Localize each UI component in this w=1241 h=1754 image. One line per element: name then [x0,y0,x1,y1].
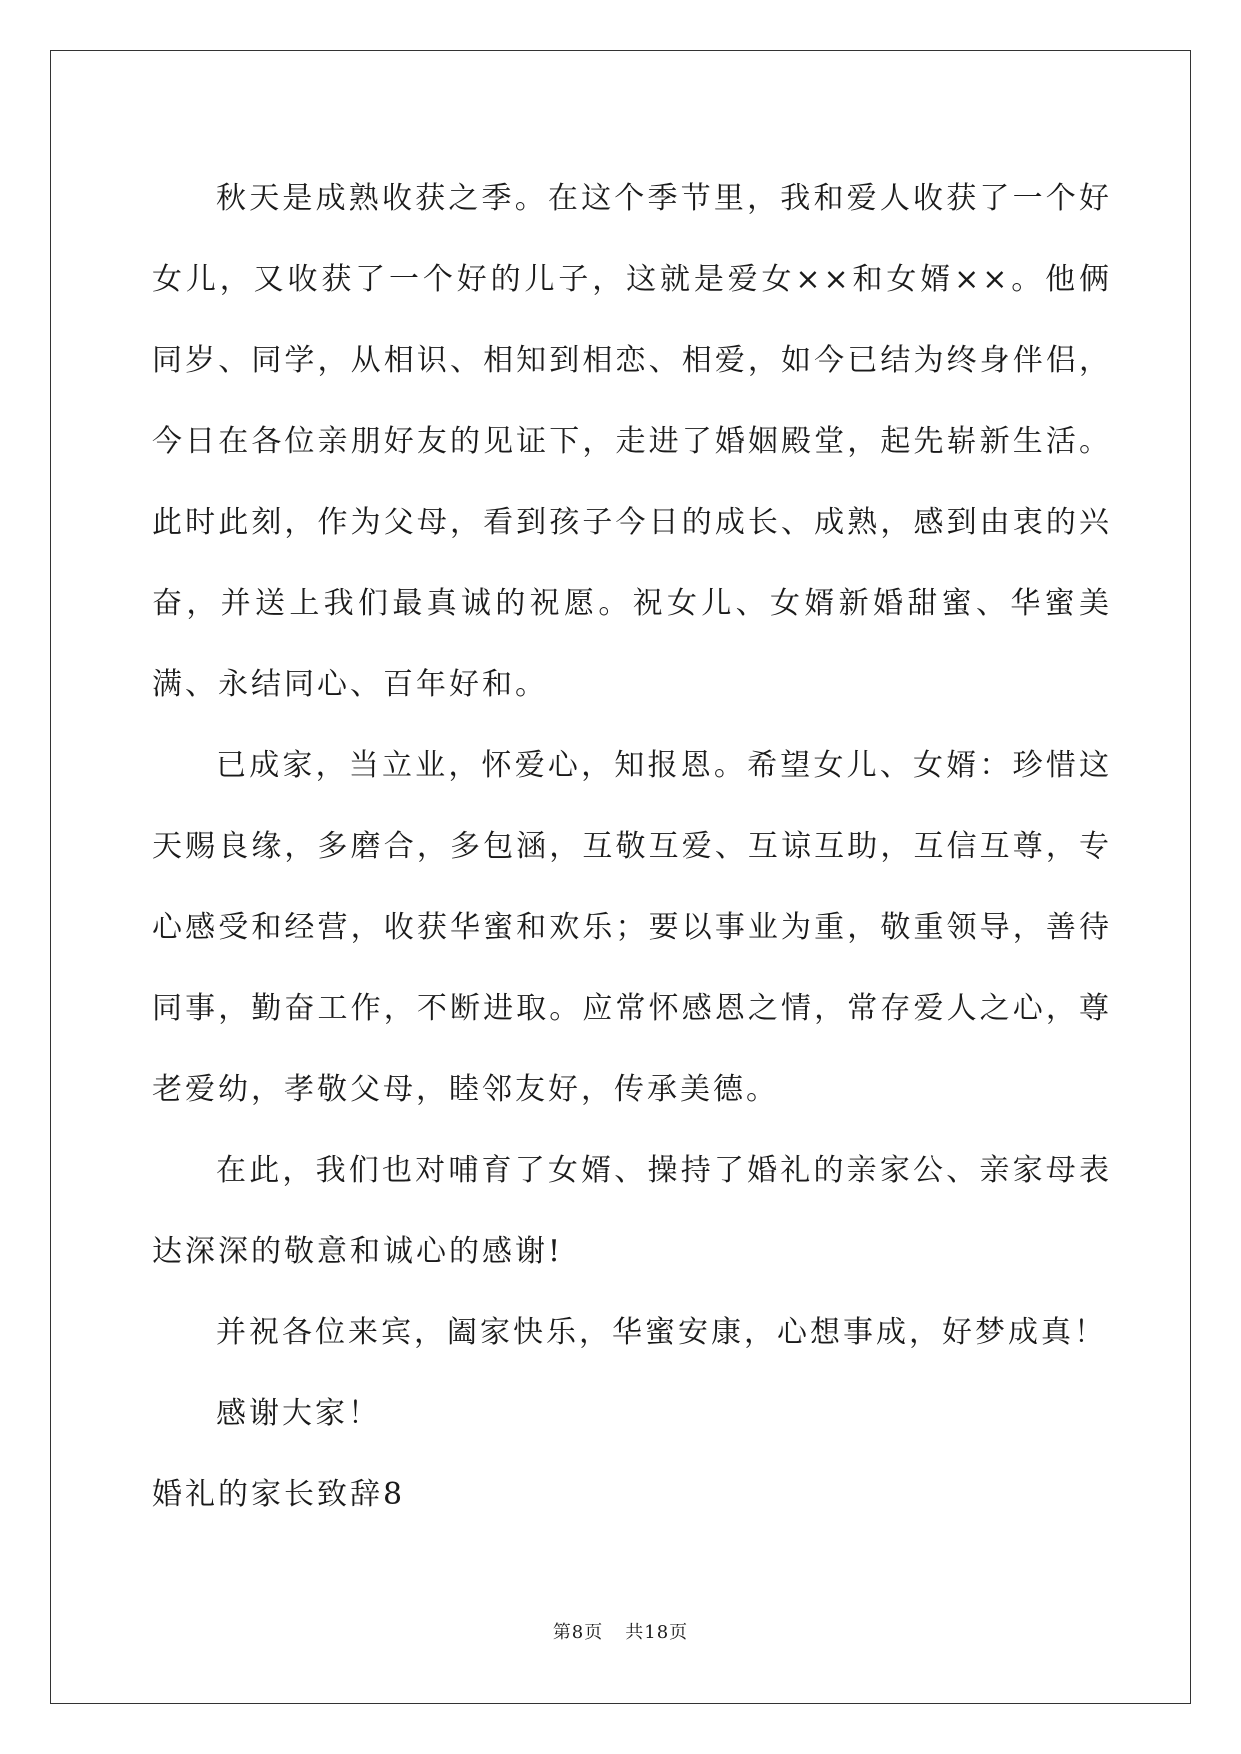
paragraph: 秋天是成熟收获之季。在这个季节里，我和爱人收获了一个好女儿，又收获了一个好的儿子，这就是爱女××和女婿××。他俩同岁、同学，从相识、相知到相恋、相爱，如今已结为终身伴侣，今日在各位亲朋好友的见证下，走进了婚姻殿堂，起先崭新生活。此时此刻，作为父母，看到孩子今日的成长、成熟，感到由衷的兴奋，并送上我们最真诚的祝愿。祝女儿、女婿新婚甜蜜、华蜜美满、永结同心、百年好和。 [152,181,1112,702]
paragraph: 已成家，当立业，怀爱心，知报恩。希望女儿、女婿：珍惜这天赐良缘，多磨合，多包涵，互敬互爱、互谅互助，互信互尊，专心感受和经营，收获华蜜和欢乐；要以事业为重，敬重领导，善待同事，勤奋工作，不断进取。应常怀感恩之情，常存爱人之心，尊老爱幼，孝敬父母，睦邻友好，传承美德。 [152,748,1112,1107]
document-body [152,158,1112,1535]
page-total: 共18页 [625,1622,689,1643]
page-number: 第8页 [552,1622,604,1643]
paragraph: 在此，我们也对哺育了女婿、操持了婚礼的亲家公、亲家母表达深深的敬意和诚心的感谢! [152,1153,1112,1269]
page-footer [0,1618,1241,1644]
paragraph: 并祝各位来宾，阖家快乐，华蜜安康，心想事成，好梦成真！ [216,1315,1107,1350]
section-heading: 婚礼的家长致辞8 [152,1477,406,1512]
paragraph: 感谢大家！ [216,1396,381,1431]
